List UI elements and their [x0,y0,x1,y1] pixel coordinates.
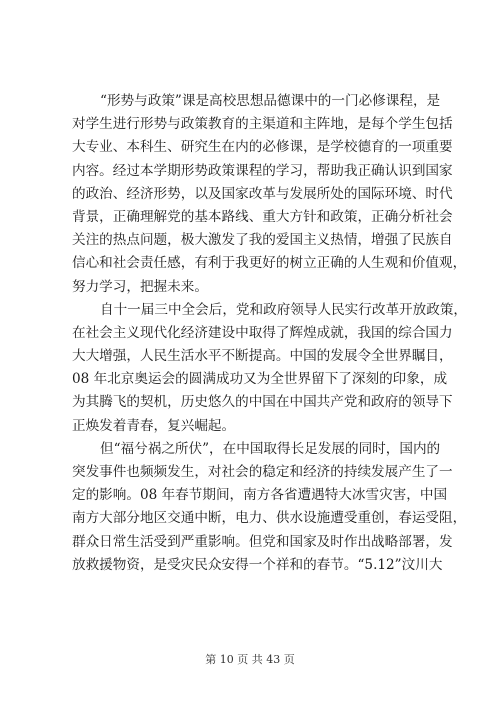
text-line: 放救援物资，是受灾民众安得一个祥和的春节。“5.12”汶川大 [72,556,443,573]
text-line: 内容。经过本学期形势政策课程的学习，帮助我正确认识到国家 [72,162,453,179]
text-line: 南方大部分地区交通中断，电力、供水设施遭受重创，春运受阻， [72,510,467,527]
text-line: 群众日常生活受到严重影响。但党和国家及时作出战略部署，发 [72,533,453,550]
paragraph-1 [72,90,467,299]
text-line: “形势与政策”课是高校思想品德课中的一门必修课程，是 [100,93,441,109]
text-line: 突发事件也频频发生，对社会的稳定和经济的持续发展产生了一 [72,464,453,480]
text-line: 定的影响。08 年春节期间，南方各省遭遇特大冰雪灾害，中国 [72,487,448,504]
text-line: 努力学习，把握未来。 [72,278,208,295]
text-line: 08 年北京奥运会的圆满成功又为全世界留下了深刻的印象，成 [72,371,448,388]
page-number-label: 第 10 页 共 43 页 [205,653,295,666]
text-line: 信心和社会责任感，有利于我更好的树立正确的人生观和价值观， [72,255,467,272]
body-text [72,90,468,577]
text-line: 对学生进行形势与政策教育的主渠道和主阵地，是每个学生包括 [72,116,453,133]
text-line: 大大增强，人民生活水平不断提高。中国的发展令全世界瞩目， [72,348,453,365]
text-line: 自十一届三中全会后，党和政府领导人民实行改革开放政策， [100,301,468,318]
text-line: 背景，正确理解党的基本路线、重大方针和政策，正确分析社会 [72,208,453,225]
page-footer [0,653,500,667]
text-line: 大专业、本科生、研究生在内的必修课，是学校德育的一项重要 [72,139,453,156]
text-line: 但“福兮祸之所伏”，在中国取得长足发展的同时，国内的 [100,440,441,457]
text-line: 在社会主义现代化经济建设中取得了辉煌成就，我国的综合国力 [72,324,453,341]
paragraph-3 [72,438,467,577]
text-line: 关注的热点问题，极大激发了我的爱国主义热情，增强了民族自 [72,232,453,249]
paragraph-2 [72,299,468,438]
text-line: 的政治、经济形势，以及国家改革与发展所处的国际环境、时代 [72,185,453,202]
text-line: 为其腾飞的契机，历史悠久的中国在中国共产党和政府的领导下 [72,394,453,411]
text-line: 正焕发着青春，复兴崛起。 [72,417,236,434]
